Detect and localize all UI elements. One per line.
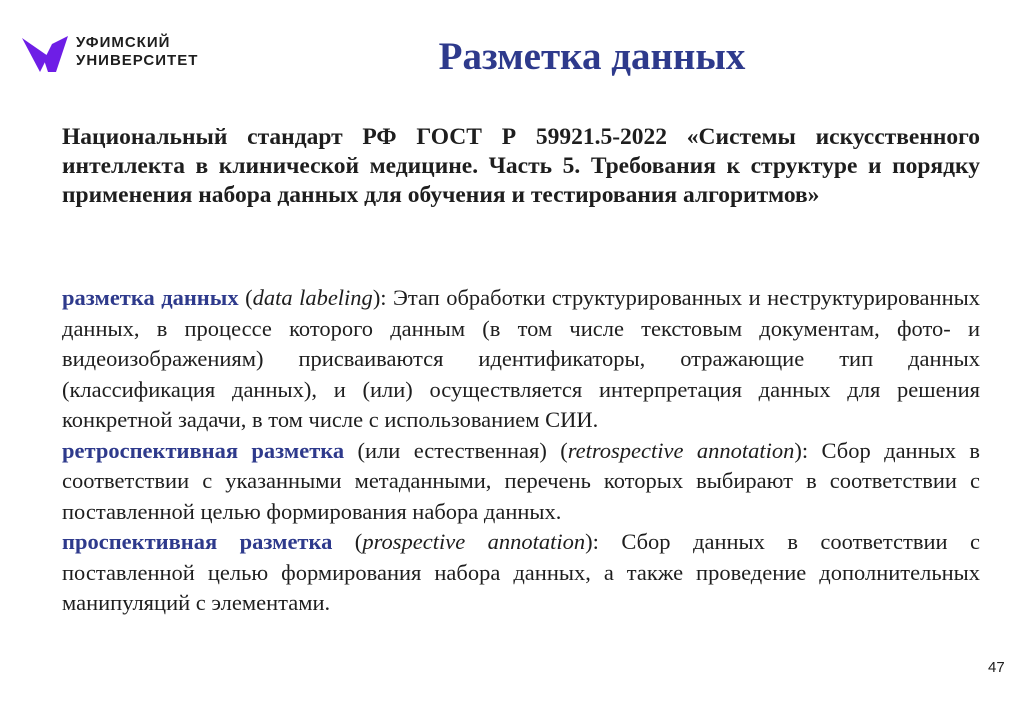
logo-line-1: УФИМСКИЙ [76, 34, 171, 51]
standard-heading: Национальный стандарт РФ ГОСТ Р 59921.5-2022 «Системы искусственного интеллекта в клинической медицине. Часть 5. Требования к структуре и порядку применения набора данных для обучения и тестирования алгоритмов» [62, 124, 980, 208]
definition-text: ): Этап обработки структурированных и неструктурированных данных, в процессе которого данным (в том числе текстовым документам, фото- и видеоизображениям) присваиваются идентификаторы, отражающие тип данных (классификация данных), и (или) осуществляется интерпретация данных для решения конкретной задачи, в том числе с использованием СИИ. [62, 285, 980, 432]
definition-data-labeling [62, 283, 980, 436]
definition-pre: ( [238, 285, 253, 310]
definition-retrospective [62, 436, 980, 528]
slide-title: Разметка данных [438, 35, 746, 78]
definition-pre: (или естественная) ( [344, 437, 568, 463]
definition-pre: ( [332, 529, 363, 554]
definition-text: ): Сбор данных в соответствии с указанными метаданными, перечень которых выбирают в соответствии с поставленной целью формирования набора данных. [62, 437, 981, 524]
logo-line-2: УНИВЕРСИТЕТ [76, 52, 199, 69]
page-number: 47 [988, 659, 1005, 676]
definition-english: data labeling [252, 285, 373, 310]
definition-prospective [62, 527, 980, 619]
definition-term: проспективная разметка [62, 529, 333, 554]
definitions-list [62, 283, 980, 619]
definition-term: ретроспективная разметка [62, 437, 345, 463]
definition-text: ): Сбор данных в соответствии с поставленной целью формирования набора данных, а также проведение дополнительных манипуляций с элементами. [62, 529, 980, 615]
definition-english: retrospective annotation [567, 437, 795, 463]
definition-term: разметка данных [62, 285, 239, 310]
definition-english: prospective annotation [362, 529, 586, 554]
